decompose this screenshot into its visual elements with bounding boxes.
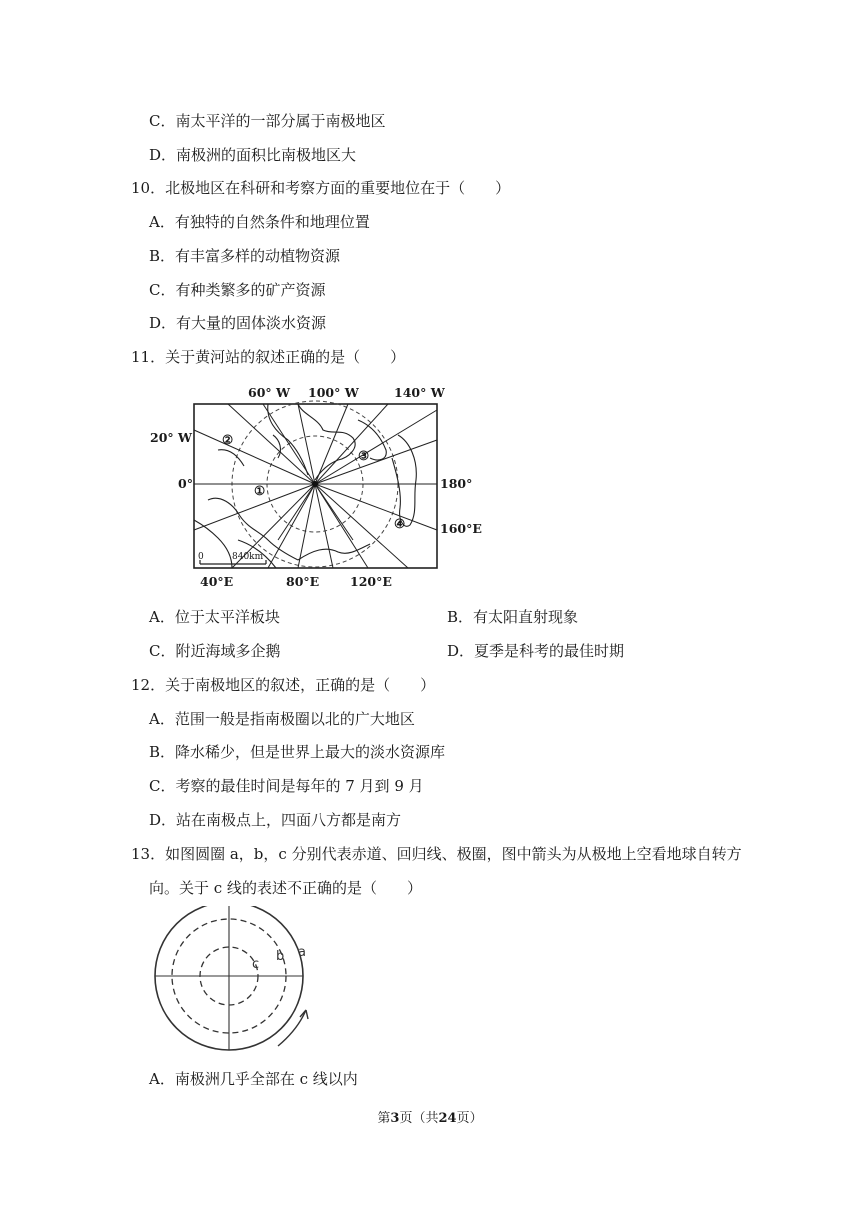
label-160e: 160°E [440, 521, 482, 536]
q11-option-d: D．夏季是科考的最佳时期 [447, 642, 625, 660]
label-a: a [298, 945, 306, 960]
label-60w: 60° W [248, 385, 291, 400]
label-c: c [252, 957, 260, 972]
q12-option-c: C．考察的最佳时间是每年的 7 月到 9 月 [149, 777, 424, 795]
arctic-map-figure [148, 380, 488, 590]
q12-option-b: B．降水稀少，但是世界上最大的淡水资源库 [149, 743, 446, 761]
q12-option-a: A．范围一般是指南极圈以北的广大地区 [149, 710, 415, 728]
footer-page-number: 3 [390, 1111, 400, 1126]
region-2-label: ② [222, 432, 234, 447]
label-120e: 120°E [350, 574, 392, 589]
q12-option-d: D．站在南极点上，四面八方都是南方 [149, 811, 402, 829]
footer-middle: 页（共 [399, 1111, 439, 1126]
page-footer [0, 1110, 860, 1128]
label-140w: 140° W [394, 385, 445, 400]
scale-zero: 0 [198, 552, 204, 562]
q11-option-c: C．附近海域多企鹅 [149, 642, 281, 660]
q9-option-d: D．南极洲的面积比南极地区大 [149, 146, 357, 164]
q11-stem: 11．关于黄河站的叙述正确的是（ ） [131, 348, 406, 366]
q10-option-d: D．有大量的固体淡水资源 [149, 314, 327, 332]
footer-prefix: 第 [377, 1111, 391, 1126]
label-0: 0° [178, 476, 193, 491]
q10-option-c: C．有种类繁多的矿产资源 [149, 281, 326, 299]
q10-stem: 10．北极地区在科研和考察方面的重要地位在于（ ） [131, 179, 511, 197]
q13-stem-line2: 向。关于 c 线的表述不正确的是（ ） [149, 879, 422, 897]
label-40e: 40°E [200, 574, 234, 589]
label-b: b [276, 949, 285, 964]
label-100w: 100° W [308, 385, 359, 400]
north-pole-point [312, 481, 318, 487]
q13-option-a: A．南极洲几乎全部在 c 线以内 [149, 1070, 358, 1088]
q11-option-a: A．位于太平洋板块 [149, 608, 280, 626]
q11-option-b: B．有太阳直射现象 [447, 608, 579, 626]
q10-option-b: B．有丰富多样的动植物资源 [149, 247, 341, 265]
q9-option-c: C．南太平洋的一部分属于南极地区 [149, 112, 386, 130]
label-180: 180° [440, 476, 473, 491]
label-80e: 80°E [286, 574, 320, 589]
circles-figure [150, 906, 320, 1058]
footer-suffix: 页） [456, 1111, 483, 1126]
region-1-label: ① [254, 483, 266, 498]
region-3-label: ③ [358, 448, 370, 463]
q12-stem: 12．关于南极地区的叙述，正确的是（ ） [131, 676, 436, 694]
scale-distance: 840km [232, 552, 264, 562]
q13-stem-line1: 13．如图圆圈 a，b，c 分别代表赤道、回归线、极圈，图中箭头为从极地上空看地球自转方 [131, 845, 742, 863]
label-20w: 20° W [150, 430, 193, 445]
q10-option-a: A．有独特的自然条件和地理位置 [149, 213, 370, 231]
footer-total-pages: 24 [438, 1111, 457, 1126]
landmass-outlines [194, 404, 416, 568]
region-4-label: ④ [394, 516, 406, 531]
